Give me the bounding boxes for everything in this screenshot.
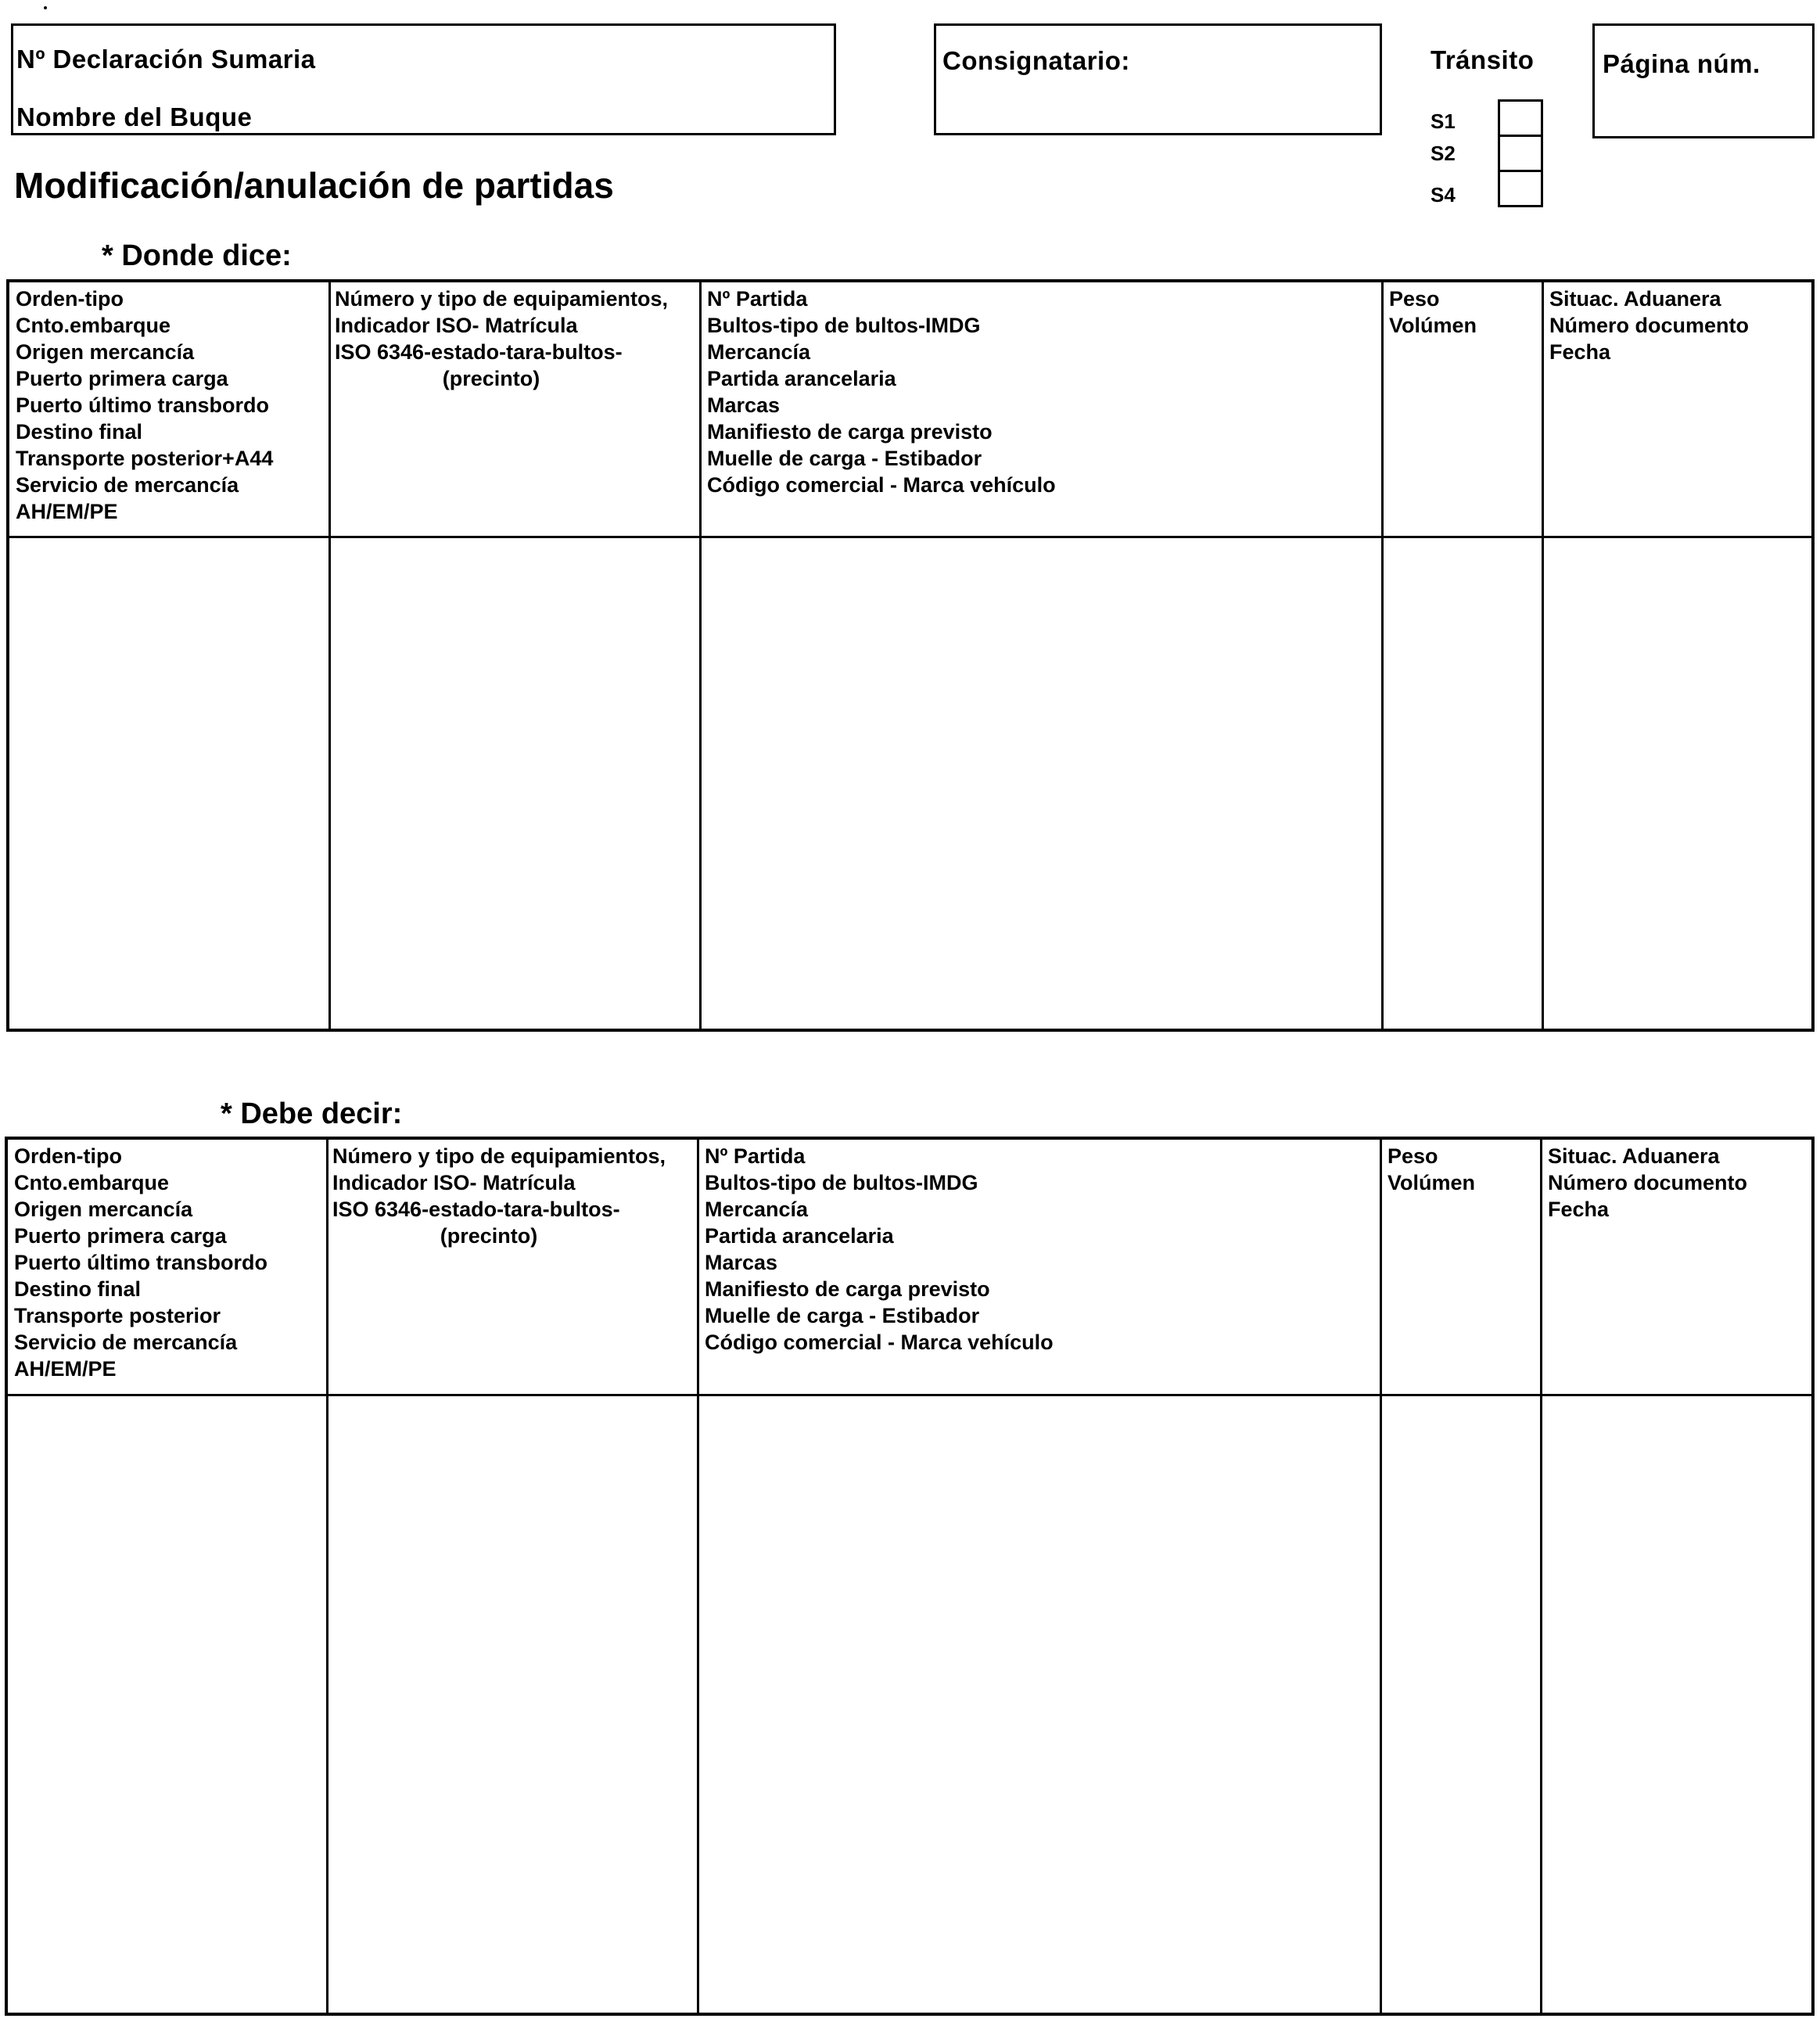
col-orden-header: Orden-tipo Cnto.embarque Origen mercancía Puerto primera carga Puerto último transbordo Destino final Transporte posterior Servicio de mercancía AH/EM/PE: [14, 1144, 267, 1381]
section-heading-debe-decir: * Debe decir:: [221, 1097, 403, 1130]
debe-decir-table: [5, 1137, 1815, 2016]
col-situacion-header: Situac. Aduanera Número documento Fecha: [1549, 287, 1750, 364]
transit-label-s4: S4: [1431, 183, 1456, 207]
column-divider: [699, 282, 702, 1029]
consignatario-label: Consignatario:: [942, 46, 1130, 75]
transit-checkbox-s2[interactable]: [1498, 135, 1543, 172]
column-divider: [697, 1140, 699, 2013]
column-divider: [326, 1140, 328, 2013]
column-divider: [1540, 1140, 1542, 2013]
col-orden-header: Orden-tipo Cnto.embarque Origen mercancía Puerto primera carga Puerto último transbordo Destino final Transporte posterior+A44 Servicio de mercancía AH/EM/PE: [16, 287, 274, 523]
section-heading-donde-dice: * Donde dice:: [102, 239, 292, 272]
column-divider: [328, 282, 331, 1029]
column-divider: [1380, 1140, 1382, 2013]
col-equipamientos-header: Número y tipo de equipamientos, Indicador ISO- Matrícula ISO 6346-estado-tara-bultos- (precinto): [332, 1144, 666, 1248]
consignatario-box: [934, 23, 1382, 135]
col-partida-header: Nº Partida Bultos-tipo de bultos-IMDG Mercancía Partida arancelaria Marcas Manifiesto de carga previsto Muelle de carga - Estibador Código comercial - Marca vehículo: [707, 287, 1056, 497]
transito-label: Tránsito: [1431, 45, 1535, 74]
col-equipamientos-header: Número y tipo de equipamientos, Indicador ISO- Matrícula ISO 6346-estado-tara-bultos- (precinto): [335, 287, 669, 390]
transit-checkbox-s1[interactable]: [1498, 99, 1543, 137]
pagina-label: Página núm.: [1603, 49, 1761, 78]
pagina-box: [1592, 23, 1815, 138]
page-title: Modificación/anulación de partidas: [14, 165, 614, 206]
declaracion-label: Nº Declaración Sumaria: [16, 45, 316, 74]
buque-label: Nombre del Buque: [16, 102, 253, 131]
col-peso-header: Peso Volúmen: [1387, 1144, 1476, 1194]
col-peso-header: Peso Volúmen: [1389, 287, 1477, 337]
column-divider: [1542, 282, 1544, 1029]
transit-checkbox-s4[interactable]: [1498, 170, 1543, 207]
scan-speck: [44, 6, 47, 9]
transit-label-s1: S1: [1431, 110, 1456, 133]
col-partida-header: Nº Partida Bultos-tipo de bultos-IMDG Mercancía Partida arancelaria Marcas Manifiesto de carga previsto Muelle de carga - Estibador Código comercial - Marca vehículo: [705, 1144, 1054, 1354]
col-situacion-header: Situac. Aduanera Número documento Fecha: [1548, 1144, 1748, 1221]
column-divider: [1381, 282, 1384, 1029]
declaration-box: [11, 23, 836, 135]
donde-dice-table: [6, 279, 1815, 1032]
transit-label-s2: S2: [1431, 142, 1456, 165]
